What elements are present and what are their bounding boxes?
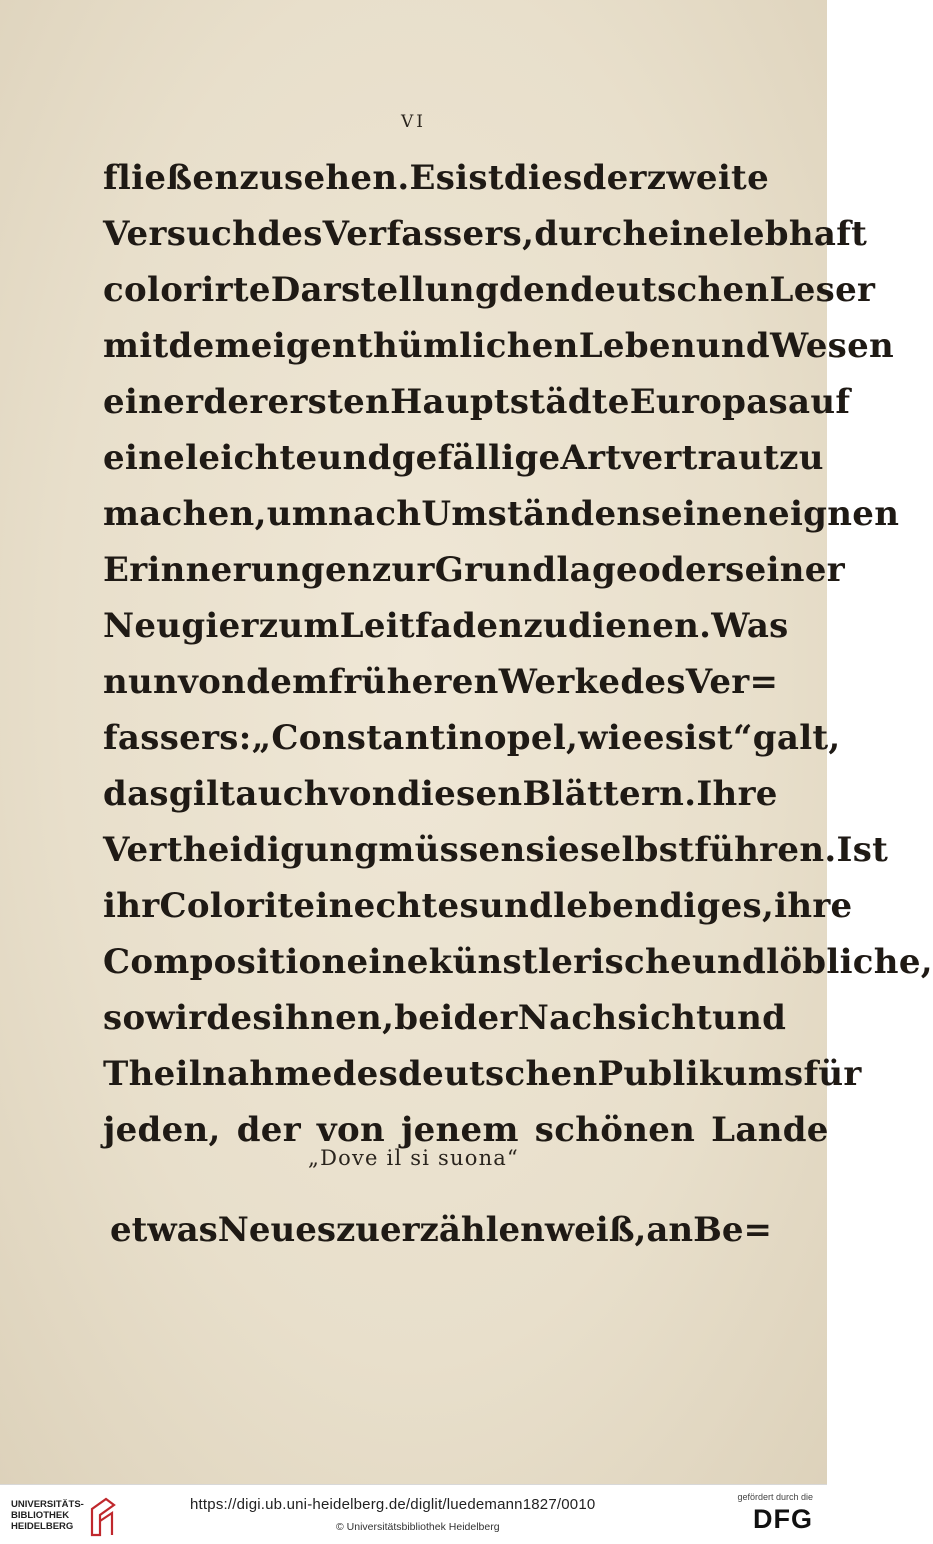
- word: den: [499, 270, 571, 310]
- word: fließen: [103, 158, 240, 198]
- dfg-logo[interactable]: DFG: [753, 1504, 813, 1534]
- word: auf: [788, 382, 851, 422]
- word: leichte: [185, 438, 318, 478]
- word: für: [803, 1054, 862, 1094]
- word: erzählen: [380, 1210, 545, 1250]
- word: ihnen,: [271, 998, 395, 1038]
- word: zu: [779, 438, 824, 478]
- library-logo-text: UNIVERSITÄTS- BIBLIOTHEK HEIDELBERG: [11, 1499, 84, 1532]
- word: zweite: [646, 158, 769, 198]
- text-line: [103, 878, 853, 934]
- text-line: [103, 934, 933, 990]
- word: eine: [346, 942, 429, 982]
- word: machen,: [103, 494, 267, 534]
- text-line: [103, 1046, 862, 1102]
- viewer-footer: [0, 1484, 827, 1544]
- word: führen.: [694, 830, 837, 870]
- text-line: [103, 990, 787, 1046]
- word: dem: [246, 662, 329, 702]
- word: zu: [523, 606, 568, 646]
- word: früheren: [328, 662, 499, 702]
- word: sehen.: [284, 158, 410, 198]
- word: zur: [371, 550, 435, 590]
- word: Hauptstädte: [390, 382, 630, 422]
- word: eine: [647, 214, 730, 254]
- text-line: [103, 598, 789, 654]
- word: wie: [578, 718, 643, 758]
- word: Leben: [578, 326, 696, 366]
- word: Was: [711, 606, 789, 646]
- word: galt,: [752, 718, 841, 758]
- permalink-url[interactable]: https://digi.ub.uni-heidelberg.de/diglit/luedemann1827/0010: [190, 1496, 596, 1513]
- word: diesen: [396, 774, 523, 814]
- word: jeden,: [103, 1110, 221, 1150]
- word: und: [478, 886, 554, 926]
- quotation: „Dove il si suona“: [308, 1146, 519, 1170]
- word: so: [103, 998, 146, 1038]
- text-line: [103, 542, 845, 598]
- word: schönen: [534, 1110, 696, 1150]
- copyright-notice: © Universitätsbibliothek Heidelberg: [336, 1521, 500, 1533]
- word: lebhaft: [729, 214, 868, 254]
- library-logo-icon: [86, 1495, 118, 1537]
- word: Werke: [498, 662, 621, 702]
- word: von: [316, 1110, 385, 1150]
- word: vertraut: [621, 438, 780, 478]
- word: ihr: [103, 886, 160, 926]
- word: Ihre: [696, 774, 778, 814]
- body-text-continuation: [110, 1202, 772, 1258]
- word: des: [620, 662, 686, 702]
- text-line: [103, 262, 876, 318]
- word: einer: [103, 382, 204, 422]
- word: Lande: [711, 1110, 829, 1150]
- word: Verfassers,: [322, 214, 535, 254]
- word: von: [328, 774, 397, 814]
- word: müssen: [378, 830, 526, 870]
- word: durch: [534, 214, 648, 254]
- word: ist“: [684, 718, 753, 758]
- word: Ver=: [685, 662, 779, 702]
- word: dem: [168, 326, 251, 366]
- text-line: [103, 486, 900, 542]
- word: Theilnahme: [103, 1054, 333, 1094]
- word: des: [332, 1054, 399, 1094]
- text-line: [103, 150, 768, 206]
- word: fassers:: [103, 718, 252, 758]
- word: es: [642, 718, 685, 758]
- word: der: [582, 158, 647, 198]
- word: Versuch: [103, 214, 258, 254]
- word: der: [453, 998, 518, 1038]
- word: mit: [103, 326, 169, 366]
- word: Leser: [769, 270, 876, 310]
- word: der: [203, 382, 268, 422]
- word: zum: [258, 606, 340, 646]
- word: jenem: [400, 1110, 519, 1150]
- word: der: [236, 1110, 301, 1150]
- word: Art: [560, 438, 622, 478]
- word: gefällige: [391, 438, 561, 478]
- word: dienen.: [567, 606, 712, 646]
- text-line: [103, 430, 824, 486]
- word: das: [103, 774, 169, 814]
- word: und: [691, 942, 767, 982]
- word: Be=: [693, 1210, 772, 1250]
- word: um: [266, 494, 329, 534]
- word: dies: [503, 158, 583, 198]
- text-line: [103, 374, 851, 430]
- word: Darstellung: [270, 270, 500, 310]
- word: es: [230, 998, 272, 1038]
- word: Nachsicht: [517, 998, 713, 1038]
- word: Erinnerungen: [103, 550, 372, 590]
- word: gilt: [168, 774, 236, 814]
- word: auch: [235, 774, 329, 814]
- word: an: [646, 1210, 694, 1250]
- body-text: [103, 150, 933, 1158]
- word: sie: [525, 830, 581, 870]
- word: deutschen: [398, 1054, 598, 1094]
- text-line: [103, 710, 841, 766]
- funder-label: gefördert durch die: [737, 1492, 813, 1502]
- word: künstlerische: [428, 942, 692, 982]
- word: „Constantinopel,: [251, 718, 579, 758]
- word: zu: [239, 158, 285, 198]
- word: Composition: [103, 942, 347, 982]
- word: seiner: [725, 550, 845, 590]
- word: eignen: [768, 494, 900, 534]
- word: Neues: [217, 1210, 336, 1250]
- word: Blättern.: [522, 774, 697, 814]
- word: seinen: [641, 494, 769, 534]
- text-line: [103, 206, 868, 262]
- word: Es: [409, 158, 456, 198]
- word: selbst: [580, 830, 695, 870]
- word: Neugier: [103, 606, 259, 646]
- word: ersten: [267, 382, 391, 422]
- word: zu: [335, 1210, 381, 1250]
- word: etwas: [110, 1210, 218, 1250]
- word: colorirte: [103, 270, 271, 310]
- word: ist: [455, 158, 504, 198]
- word: oder: [637, 550, 726, 590]
- word: Grundlage: [434, 550, 638, 590]
- word: eine: [103, 438, 186, 478]
- word: Vertheidigung: [103, 830, 379, 870]
- word: ihre: [774, 886, 853, 926]
- word: eigenthümlichen: [250, 326, 579, 366]
- word: wird: [145, 998, 231, 1038]
- word: und: [712, 998, 787, 1038]
- word: Colorit: [159, 886, 294, 926]
- word: Ist: [836, 830, 889, 870]
- word: Europas: [629, 382, 788, 422]
- word: Umständen: [421, 494, 642, 534]
- word: löbliche,: [766, 942, 933, 982]
- word: von: [178, 662, 247, 702]
- word: nun: [103, 662, 179, 702]
- word: Leitfaden: [339, 606, 524, 646]
- word: ein: [293, 886, 354, 926]
- word: lebendiges,: [553, 886, 775, 926]
- word: des: [257, 214, 323, 254]
- word: und: [695, 326, 770, 366]
- word: Wesen: [769, 326, 895, 366]
- text-line: [103, 822, 889, 878]
- word: deutschen: [570, 270, 770, 310]
- text-line: [103, 766, 778, 822]
- page-number: VI: [401, 112, 426, 132]
- word: Publikums: [597, 1054, 804, 1094]
- word: echtes: [353, 886, 479, 926]
- text-line: [103, 318, 895, 374]
- word: nach: [328, 494, 422, 534]
- text-line: [103, 654, 779, 710]
- word: weiß,: [544, 1210, 647, 1250]
- word: bei: [394, 998, 454, 1038]
- word: und: [317, 438, 392, 478]
